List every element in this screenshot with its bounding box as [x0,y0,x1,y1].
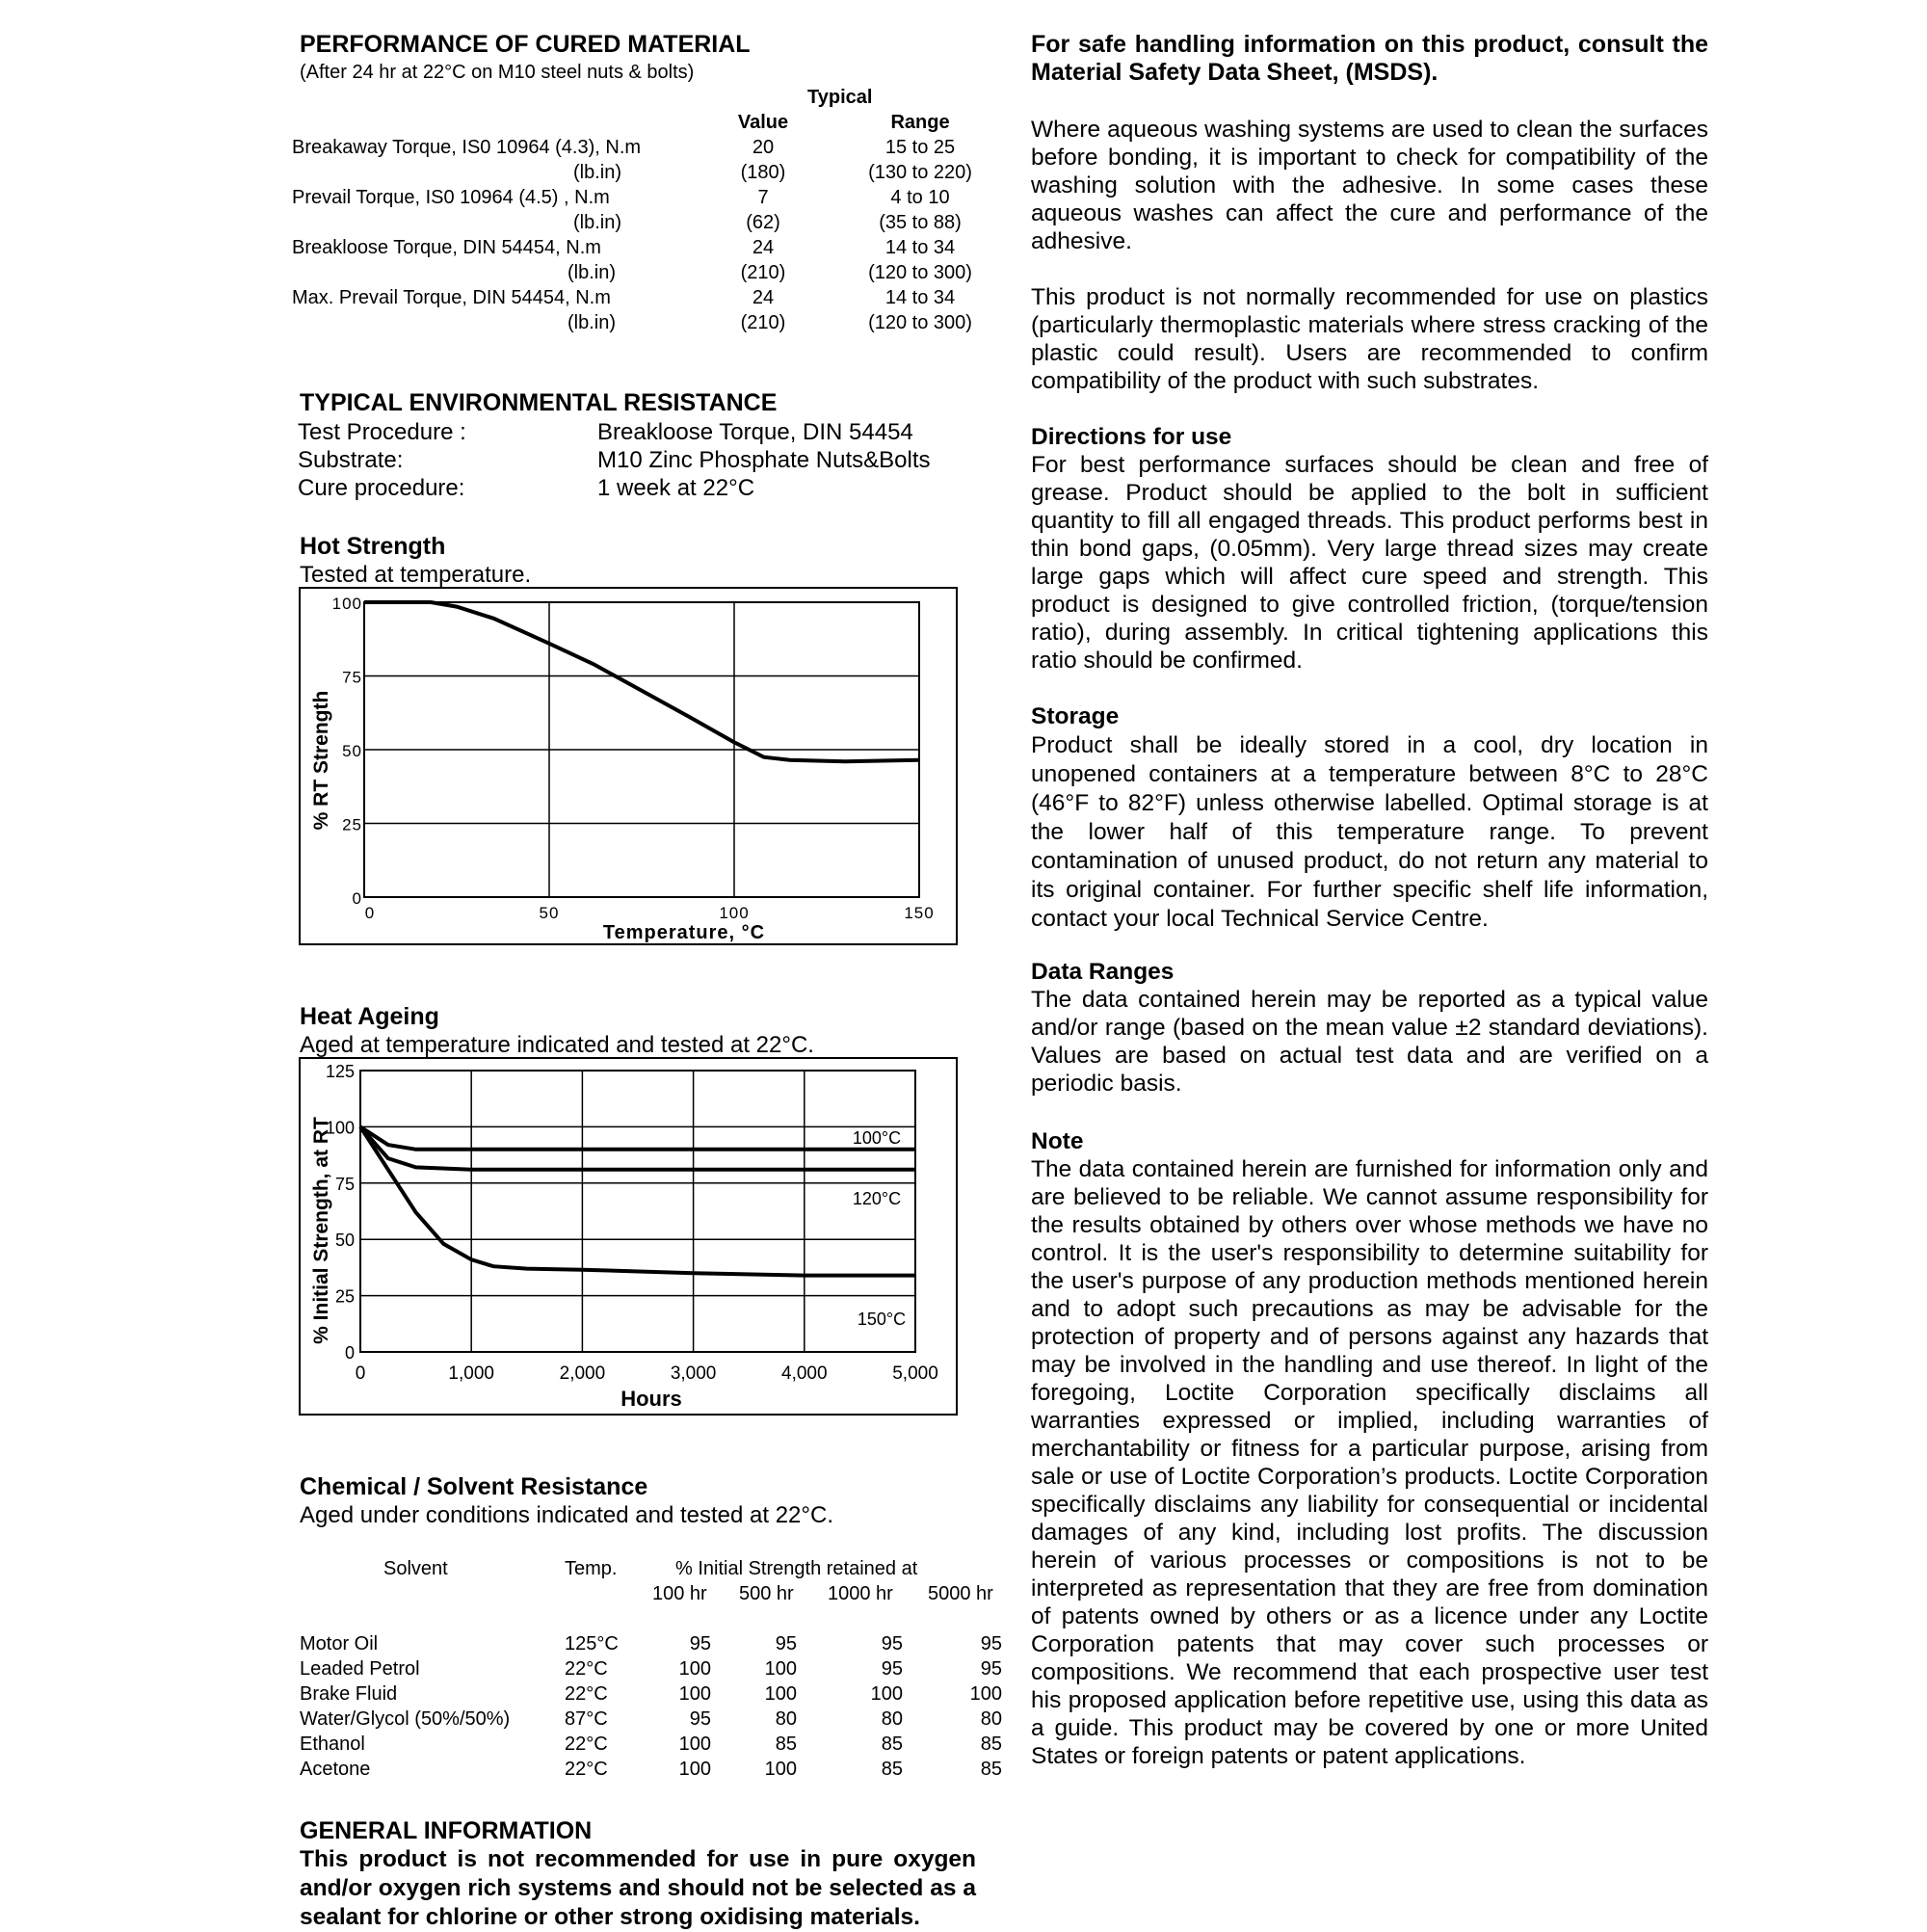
retained-cell: 100 [870,1683,903,1705]
perf-row-range: 14 to 34 [884,287,956,308]
perf-row-value: 24 [752,237,775,258]
hot-strength-title: Hot Strength [300,533,446,560]
perf-row-value: 24 [752,287,775,308]
col-temp-header: Temp. [565,1558,618,1579]
solvent-cell: Leaded Petrol [300,1658,420,1680]
env-label: Test Procedure : [298,419,466,445]
range-header: Range [890,112,950,133]
retained-cell: 95 [689,1633,711,1654]
chemical-title: Chemical / Solvent Resistance [300,1473,648,1500]
heat-ageing-title: Heat Ageing [300,1003,439,1030]
env-value: Breakloose Torque, DIN 54454 [597,419,913,445]
solvent-cell: Brake Fluid [300,1683,398,1705]
y-axis-label: % Initial Strength, at RT [310,1117,332,1344]
retained-cell: 85 [881,1734,903,1755]
series-label: 150°C [857,1310,907,1329]
retained-cell: 95 [980,1658,1002,1680]
note-title: Note [1031,1128,1084,1154]
perf-row-label: (lb.in) [568,312,617,333]
general-title: GENERAL INFORMATION [300,1817,593,1844]
retained-cell: 95 [775,1633,797,1654]
perf-row-label: (lb.in) [573,162,622,183]
retained-cell: 80 [980,1708,1002,1730]
value-header: Value [737,112,789,133]
temp-cell: 125°C [565,1633,619,1654]
perf-row-value: (210) [740,312,786,333]
series-label: 100°C [852,1128,902,1148]
heat-ageing-chart [299,1057,958,1416]
heat-ageing-subtitle: Aged at temperature indicated and tested at 22°C. [300,1032,814,1058]
x-tick-label: 0 [364,904,376,922]
retained-cell: 95 [980,1633,1002,1654]
perf-row-range: (120 to 300) [868,312,972,333]
y-tick-label: 75 [334,1174,355,1194]
perf-row-value: (210) [740,262,786,283]
perf-row-value: 20 [752,137,775,158]
x-tick-label: 1,000 [448,1363,494,1384]
retained-cell: 100 [764,1658,797,1680]
env-label: Cure procedure: [298,475,465,501]
retained-cell: 100 [678,1734,711,1755]
hot-strength-chart [299,587,958,945]
retained-cell: 95 [689,1708,711,1730]
temp-cell: 22°C [565,1658,608,1680]
data-ranges-paragraph: The data contained herein may be reported as a typical value and/or range (based on the mean value ±2 standard deviations). Values are based on actual test data and are verified on a periodic basis. [1031,987,1708,1097]
perf-row-value: (62) [746,212,780,233]
x-tick-label: 150 [904,904,935,922]
temp-cell: 22°C [565,1683,608,1705]
x-tick-label: 50 [539,904,560,922]
y-axis-label: % RT Strength [310,690,332,831]
performance-subtitle: (After 24 hr at 22°C on M10 steel nuts & bolts) [300,62,695,83]
env-value: 1 week at 22°C [597,475,755,501]
retained-cell: 85 [980,1759,1002,1780]
data-ranges-title: Data Ranges [1031,959,1175,985]
plot-area [360,1071,915,1352]
env-label: Substrate: [298,447,404,473]
perf-row-label: (lb.in) [568,262,617,283]
y-tick-label: 75 [342,668,362,687]
y-tick-label: 0 [352,889,362,908]
y-tick-label: 25 [334,1286,355,1307]
perf-row-range: (130 to 220) [868,162,972,183]
retained-cell: 100 [678,1683,711,1705]
env-value: M10 Zinc Phosphate Nuts&Bolts [597,447,931,473]
col-hours-header: 500 hr [739,1583,794,1604]
col-hours-header: 1000 hr [828,1583,893,1604]
perf-row-range: 15 to 25 [884,137,956,158]
retained-cell: 85 [775,1734,797,1755]
aqueous-paragraph: Where aqueous washing systems are used to clean the surfaces before bonding, it is important to check for compatibility of the washing solution with the adhesive. In some cases these aqueous washes can affect the cure and performance of the adhesive. [1031,117,1708,254]
storage-title: Storage [1031,703,1120,729]
x-axis-label: Temperature, °C [602,922,766,943]
retained-cell: 85 [881,1759,903,1780]
col-hours-header: 100 hr [652,1583,707,1604]
chart-frame [300,588,957,944]
x-tick-label: 4,000 [781,1363,828,1384]
y-tick-label: 25 [342,815,362,834]
directions-title: Directions for use [1031,424,1232,450]
perf-row-label: Prevail Torque, IS0 10964 (4.5) , N.m [292,187,610,208]
series-line [360,1126,915,1149]
retained-cell: 85 [980,1734,1002,1755]
plastics-paragraph: This product is not normally recommended for use on plastics (particularly thermoplastic materials where stress cracking of the plastic could result). Users are recommended to confirm compatibility of the product with such substrates. [1031,284,1708,394]
x-tick-label: 5,000 [892,1363,938,1384]
x-tick-label: 2,000 [559,1363,606,1384]
retained-cell: 100 [969,1683,1002,1705]
retained-cell: 80 [775,1708,797,1730]
x-axis-label: Hours [620,1387,682,1411]
solvent-cell: Ethanol [300,1734,365,1755]
y-tick-label: 50 [334,1231,355,1251]
retained-cell: 100 [764,1759,797,1780]
col-solvent-header: Solvent [383,1558,448,1579]
retained-cell: 100 [764,1683,797,1705]
y-tick-label: 100 [331,595,362,613]
chart-frame [300,1058,957,1415]
y-tick-label: 100 [325,1118,355,1138]
series-line [364,602,919,761]
chemical-subtitle: Aged under conditions indicated and tested at 22°C. [300,1502,833,1528]
retained-cell: 100 [678,1658,711,1680]
x-tick-label: 100 [719,904,750,922]
perf-row-label: Breakaway Torque, IS0 10964 (4.3), N.m [292,137,642,158]
perf-row-range: 14 to 34 [884,237,956,258]
x-tick-label: 0 [355,1363,366,1384]
performance-title: PERFORMANCE OF CURED MATERIAL [300,31,751,58]
temp-cell: 22°C [565,1734,608,1755]
perf-row-value: 7 [757,187,769,208]
solvent-cell: Acetone [300,1759,371,1780]
temp-cell: 22°C [565,1759,608,1780]
perf-row-label: Breakloose Torque, DIN 54454, N.m [292,237,601,258]
solvent-cell: Motor Oil [300,1633,379,1654]
col-retained-header: % Initial Strength retained at [675,1558,918,1579]
temp-cell: 87°C [565,1708,608,1730]
typical-label: Typical [807,87,873,108]
perf-row-range: (120 to 300) [868,262,972,283]
col-hours-header: 5000 hr [928,1583,993,1604]
environmental-title: TYPICAL ENVIRONMENTAL RESISTANCE [300,389,778,416]
general-text: This product is not recommended for use in pure oxygen and/or oxygen rich systems and should not be selected as a sealant for chlorine or other strong oxidising materials. [300,1846,976,1930]
perf-row-label: Max. Prevail Torque, DIN 54454, N.m [292,287,611,308]
perf-row-range: (35 to 88) [879,212,962,233]
storage-paragraph: Product shall be ideally stored in a cool, dry location in unopened containers at a temperature between 8°C to 28°C (46°F to 82°F) unless otherwise labelled. Optimal storage is at the lower half of this temperature range. To prevent contamination of unused product, do not return any material to its original container. For further specific shelf life information, contact your local Technical Service Centre. [1031,732,1708,932]
x-tick-label: 3,000 [670,1363,717,1384]
series-label: 120°C [852,1189,902,1208]
perf-row-value: (180) [740,162,786,183]
y-tick-label: 0 [344,1343,355,1363]
msds-notice: For safe handling information on this product, consult the Material Safety Data Sheet, (MSDS). [1031,31,1708,86]
y-tick-label: 50 [342,742,362,760]
solvent-cell: Water/Glycol (50%/50%) [300,1708,511,1730]
retained-cell: 100 [678,1759,711,1780]
perf-row-label: (lb.in) [573,212,622,233]
retained-cell: 95 [881,1633,903,1654]
y-tick-label: 125 [325,1062,355,1081]
hot-strength-subtitle: Tested at temperature. [300,562,532,588]
perf-row-range: 4 to 10 [890,187,950,208]
retained-cell: 95 [881,1658,903,1680]
directions-paragraph: For best performance surfaces should be clean and free of grease. Product should be applied to the bolt in sufficient quantity to fill all engaged threads. This product performs best in thin bond gaps, (0.05mm). Very large thread sizes may create large gaps which will affect cure speed and strength. This product is designed to give controlled friction, (torque/tension ratio), during assembly. In critical tightening applications this ratio should be confirmed. [1031,452,1708,674]
retained-cell: 80 [881,1708,903,1730]
note-paragraph: The data contained herein are furnished for information only and are believed to be reliable. We cannot assume responsibility for the results obtained by others over whose methods we have no control. It is the user's responsibility to determine suitability for the user's purpose of any production methods mentioned herein and to adopt such precautions as may be advisable for the protection of property and of persons against any hazards that may be involved in the handling and use thereof. In light of the foregoing, Loctite Corporation specifically disclaims all warranties expressed or implied, including warranties of merchantability or fitness for a particular purpose, arising from sale or use of Loctite Corporation’s products. Loctite Corporation specifically disclaims any liability for consequential or incidental damages of any kind, including lost profits. The discussion herein of various processes or compositions is not to be interpreted as representation that they are free from domination of patents owned by others or as a licence under any Loctite Corporation patents that may cover such processes or compositions. We recommend that each prospective user test his proposed application before repetitive use, using this data as a guide. This product may be covered by one or more United States or foreign patents or patent applications. [1031,1156,1708,1769]
